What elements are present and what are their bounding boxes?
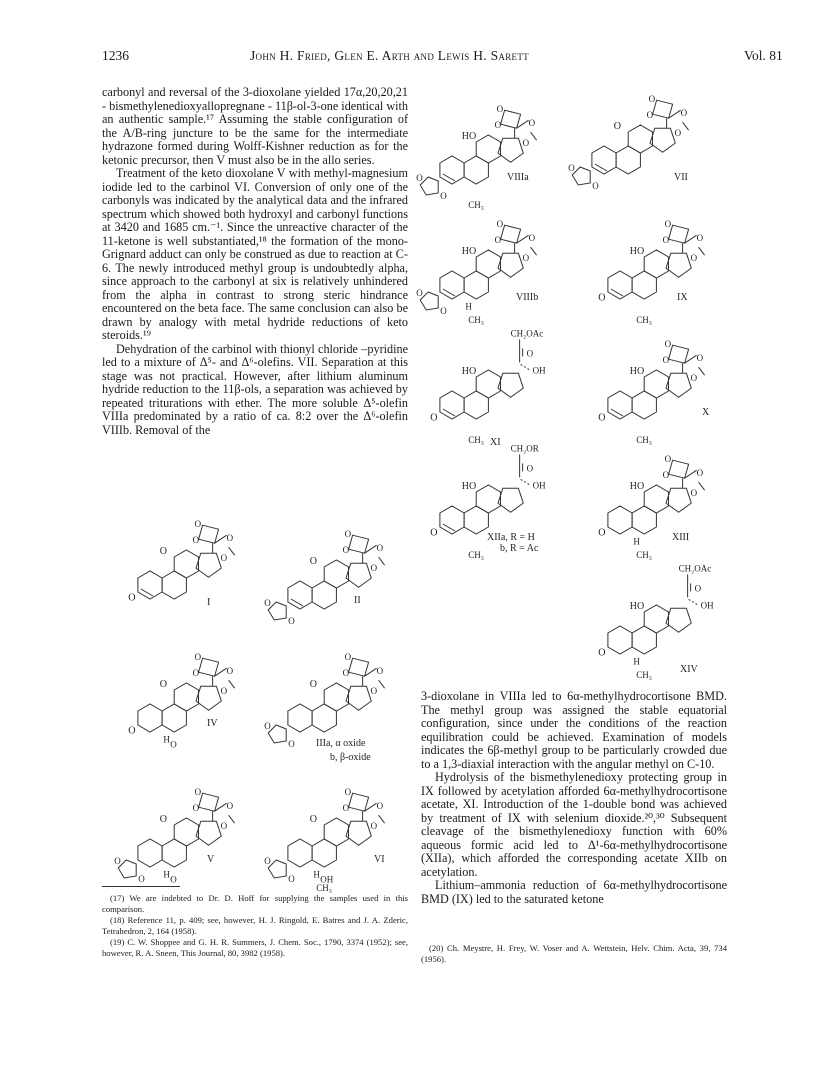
dioxolane-ring <box>420 292 438 310</box>
bmd-oxygen: O <box>376 801 384 812</box>
ring-c <box>476 135 500 163</box>
dioxolane-ring <box>572 167 590 185</box>
bmd-oxygen: O <box>376 666 384 677</box>
ring-c <box>324 560 348 588</box>
c6-substituent: O <box>170 739 177 750</box>
c11-substituent: HO <box>461 131 477 143</box>
ketal-oxygen: O <box>138 874 145 884</box>
c3-oxo: O <box>128 592 136 604</box>
ring-b <box>632 271 656 299</box>
c11-substituent: O <box>159 546 168 558</box>
bmd-oxygen: O <box>376 543 384 554</box>
compound-label: XIII <box>672 532 690 543</box>
bond <box>699 247 705 255</box>
bmd-oxygen: O <box>192 535 200 546</box>
c11-substituent: O <box>159 814 168 826</box>
c17-hydroxyl: OH <box>532 480 546 491</box>
methyl-label: CH₃ <box>468 199 484 210</box>
ring-d <box>196 686 221 710</box>
ketal-oxygen: O <box>114 856 121 866</box>
dioxane-ring <box>501 225 521 243</box>
c3-oxo: O <box>598 647 606 659</box>
bmd-oxygen: O <box>690 488 698 499</box>
ring-d <box>666 488 691 512</box>
ring-d <box>346 686 371 710</box>
bond <box>229 815 235 823</box>
compound-label: V <box>207 854 215 865</box>
bmd-oxygen: O <box>496 219 504 230</box>
bond <box>683 122 689 130</box>
dioxane-ring <box>349 535 369 553</box>
structure-X <box>598 339 710 445</box>
bmd-oxygen: O <box>194 519 202 530</box>
compound-label: VII <box>674 172 688 183</box>
structure-I <box>128 519 234 608</box>
hydrogen-label: H <box>163 734 170 745</box>
ring-c <box>174 818 198 846</box>
footnote: (17) We are indebted to Dr. D. Hoff for supplying the samples used in this comparison. <box>102 893 408 914</box>
structure-XIV <box>598 563 714 679</box>
ring-c <box>476 250 500 278</box>
footnote: (19) C. W. Shoppee and G. H. R. Summers, J. Chem. Soc., 1790, 3374 (1952); see, however, R. A. Sneen, This Journal, 80, 3982 (1958). <box>102 937 408 958</box>
dioxolane-ring <box>420 177 438 195</box>
ring-c <box>628 125 652 153</box>
compound-label: b, β-oxide <box>330 752 371 763</box>
bmd-oxygen: O <box>680 108 688 119</box>
ketal-oxygen: O <box>288 874 295 884</box>
dioxolane-ring <box>268 860 286 878</box>
c20-oxo: O <box>526 463 534 474</box>
c11-substituent: O <box>309 679 318 691</box>
bmd-oxygen: O <box>664 339 672 350</box>
paragraph: Treatment of the keto dioxolane V with methyl-magnesium iodide led to the carbinol VI. Conversion of only one of the carbonyls was indicated by the analytical data and the infrared spectrum which showed both hydroxyl and carbonyl functions at 3420 and 1685 cm.⁻¹. Since the unreactive character of the 11-ketone is well substantiated,¹⁸ the formation of the mono-Grignard adduct can only be construed as due to reaction at C-6. The newly introduced methyl group is undoubtedly alpha, since approach to the carbonyl at six is relatively unhindered from the alpha in contrast to strong steric hindrance encountered on the beta face. The same conclusion can also be drawn by analogy with metal hydride reductions of keto steroids.¹⁹ <box>102 166 408 342</box>
bmd-oxygen: O <box>342 545 350 556</box>
bmd-oxygen: O <box>690 373 698 384</box>
ring-b <box>464 156 488 184</box>
methyl-label: CH₃ <box>636 314 652 325</box>
bmd-oxygen: O <box>662 235 670 246</box>
bmd-oxygen: O <box>662 470 670 481</box>
ring-c <box>324 818 348 846</box>
bond <box>699 367 705 375</box>
dioxane-ring <box>199 525 219 543</box>
hydrogen-label: H <box>633 536 640 547</box>
c11-substituent: HO <box>629 481 645 493</box>
ketal-oxygen: O <box>288 616 295 626</box>
ring-b <box>616 146 640 174</box>
dioxane-ring <box>653 100 673 118</box>
structure-IV <box>128 652 234 749</box>
ring-c <box>644 250 668 278</box>
ketal-oxygen: O <box>264 856 271 866</box>
bmd-oxygen: O <box>522 138 530 149</box>
bmd-oxygen: O <box>194 652 202 663</box>
c6-substituent: OH <box>320 874 334 885</box>
paragraph: carbonyl and reversal of the 3-dioxolane yielded 17α,20,20,21 - bismethylenedioxyallopregnane - 11β-ol-3-one identical with an authentic sample.¹⁷ Assuming the stable configuration of the A/B-ring juncture to be the same for the intermediate hydrazone formed during Wolff-Kishner reduction as for the ketonic precursor, then V must also be in the allo series. <box>102 85 408 167</box>
volume-label: Vol. 81 <box>744 48 783 63</box>
c11-substituent: O <box>309 814 318 826</box>
c11-substituent: O <box>309 556 318 568</box>
c3-oxo: O <box>598 292 606 304</box>
bmd-oxygen: O <box>528 118 536 129</box>
c3-oxo: O <box>430 527 438 539</box>
paragraph: Lithium–ammonia reduction of 6α-methylhydrocortisone BMD (IX) led to the saturated ketone <box>421 878 727 906</box>
ring-b <box>464 506 488 534</box>
ring-d <box>498 253 523 277</box>
methyl-label: CH₃ <box>636 434 652 445</box>
ring-a <box>138 704 162 732</box>
bond <box>531 132 537 140</box>
c11-substituent: HO <box>629 366 645 378</box>
dioxane-ring <box>669 225 689 243</box>
structure-VII <box>568 94 688 191</box>
bond <box>521 479 531 485</box>
bmd-oxygen: O <box>192 803 200 814</box>
ring-b <box>464 391 488 419</box>
bmd-oxygen: O <box>646 110 654 121</box>
structure-IX <box>598 219 704 325</box>
bmd-oxygen: O <box>494 120 502 131</box>
ring-b <box>632 626 656 654</box>
bmd-oxygen: O <box>220 821 228 832</box>
dioxolane-ring <box>268 602 286 620</box>
footnote: (20) Ch. Meystre, H. Frey, W. Voser and A. Wettstein, Helv. Chim. Acta, 39, 734 (1956). <box>421 943 727 964</box>
c3-oxo: O <box>430 412 438 424</box>
ring-d <box>196 553 221 577</box>
ring-b <box>632 506 656 534</box>
compound-label: XIIa, R = H <box>487 532 535 543</box>
page-number: 1236 <box>102 48 129 63</box>
bond <box>699 482 705 490</box>
bond <box>689 599 699 605</box>
c6-substituent: O <box>170 874 177 885</box>
dioxane-ring <box>199 658 219 676</box>
ring-d <box>666 608 691 632</box>
c17-hydroxyl: OH <box>532 365 546 376</box>
ring-a <box>288 839 312 867</box>
compound-label: I <box>207 597 211 608</box>
bmd-oxygen: O <box>522 253 530 264</box>
hydrogen-label: H <box>465 301 472 312</box>
c11-substituent: HO <box>461 481 477 493</box>
side-chain-label: CH₂OAc <box>510 328 544 339</box>
bmd-oxygen: O <box>226 801 234 812</box>
bmd-oxygen: O <box>648 94 656 105</box>
dioxolane-ring <box>118 860 136 878</box>
bond <box>379 680 385 688</box>
ring-d <box>498 373 523 397</box>
ring-b <box>632 391 656 419</box>
bmd-oxygen: O <box>370 563 378 574</box>
bmd-oxygen: O <box>194 787 202 798</box>
compound-label: VIIIb <box>516 292 539 303</box>
ring-d <box>346 821 371 845</box>
ring-c <box>174 683 198 711</box>
side-chain-label: CH₂OR <box>510 443 539 454</box>
ring-a <box>608 506 632 534</box>
c20-oxo: O <box>694 583 702 594</box>
ketal-oxygen: O <box>592 181 599 191</box>
ring-d <box>498 488 523 512</box>
ketal-oxygen: O <box>288 739 295 749</box>
ring-d <box>196 821 221 845</box>
dioxolane-ring <box>268 725 286 743</box>
ring-d <box>346 563 371 587</box>
structure-VIIIb <box>416 219 538 325</box>
ketal-oxygen: O <box>440 191 447 201</box>
ring-c <box>174 550 198 578</box>
bmd-oxygen: O <box>220 553 228 564</box>
ring-d <box>650 128 675 152</box>
ring-d <box>666 373 691 397</box>
ring-c <box>324 683 348 711</box>
structure-III <box>264 652 384 763</box>
dioxane-ring <box>501 110 521 128</box>
dioxane-ring <box>199 793 219 811</box>
c11-substituent: HO <box>461 366 477 378</box>
c11-substituent: O <box>613 121 622 133</box>
c11-substituent: O <box>159 679 168 691</box>
c11-substituent: HO <box>629 601 645 613</box>
ring-d <box>498 138 523 162</box>
ketal-oxygen: O <box>440 306 447 316</box>
hydrogen-label: H <box>163 869 170 880</box>
ketal-oxygen: O <box>264 721 271 731</box>
bmd-oxygen: O <box>226 533 234 544</box>
ring-c <box>644 605 668 633</box>
ring-a <box>288 704 312 732</box>
structure-XII <box>430 443 546 559</box>
hydrogen-label: H <box>313 869 320 880</box>
compound-label: VI <box>374 854 385 865</box>
ring-b <box>312 839 336 867</box>
bmd-oxygen: O <box>528 233 536 244</box>
c3-oxo: O <box>598 412 606 424</box>
ring-c <box>644 485 668 513</box>
methyl-label: CH₃ <box>468 549 484 560</box>
bmd-oxygen: O <box>674 128 682 139</box>
bmd-oxygen: O <box>696 468 704 479</box>
compound-label: XI <box>490 437 501 448</box>
structure-XIII <box>598 454 704 560</box>
compound-label: II <box>354 595 361 606</box>
compound-label: IIIa, α oxide <box>316 738 366 749</box>
side-chain-label: CH₂OAc <box>678 563 712 574</box>
bmd-oxygen: O <box>226 666 234 677</box>
structure-XI <box>430 328 546 448</box>
dioxane-ring <box>349 658 369 676</box>
ring-c <box>644 370 668 398</box>
bmd-oxygen: O <box>344 529 352 540</box>
hydrogen-label: H <box>633 656 640 667</box>
methyl-label: CH₃ <box>468 314 484 325</box>
ring-b <box>162 839 186 867</box>
bmd-oxygen: O <box>370 686 378 697</box>
ring-b <box>162 704 186 732</box>
ketal-oxygen: O <box>416 173 423 183</box>
bmd-oxygen: O <box>494 235 502 246</box>
bond <box>229 547 235 555</box>
compound-label: b, R = Ac <box>500 543 539 554</box>
ring-a <box>608 626 632 654</box>
bmd-oxygen: O <box>690 253 698 264</box>
ketal-oxygen: O <box>568 163 575 173</box>
compound-label: X <box>702 407 710 418</box>
bmd-oxygen: O <box>344 652 352 663</box>
ring-b <box>312 704 336 732</box>
bmd-oxygen: O <box>344 787 352 798</box>
paragraph: 3-dioxolane in VIIIa led to 6α-methylhydrocortisone BMD. The methyl group was assigned the stable equatorial configuration, since under the conditions of the reaction equilibration could be achieved. Examination of models indicates the 6β-methyl group to be particularly crowded due to a 1,3-diaxial interaction with the angular methyl on C-10. <box>421 689 727 771</box>
ring-c <box>476 485 500 513</box>
ring-b <box>464 271 488 299</box>
bmd-oxygen: O <box>696 233 704 244</box>
bmd-oxygen: O <box>192 668 200 679</box>
compound-label: XIV <box>680 664 698 675</box>
bmd-oxygen: O <box>696 353 704 364</box>
c3-oxo: O <box>598 527 606 539</box>
bond <box>379 557 385 565</box>
ketal-oxygen: O <box>264 598 271 608</box>
ring-b <box>162 571 186 599</box>
paragraph: Hydrolysis of the bismethylenedioxy protecting group in IX followed by acetylation afforded 6α-methylhydrocortisone acetate, XI. Introduction of the 1-double bond was achieved by treatment of IX with selenium dioxide.²⁰,³⁰ Subsequent cleavage of the bismethylenedioxy function with 60% aqueous formic acid led to Δ¹-6α-methylhydrocortisone (XIIa), which afforded the corresponding acetate XIIb on acetylation. <box>421 770 727 879</box>
c17-hydroxyl: OH <box>700 600 714 611</box>
methyl-label: CH₃ <box>316 882 332 893</box>
methyl-label: CH₃ <box>636 669 652 680</box>
bond <box>379 815 385 823</box>
bond <box>531 247 537 255</box>
c11-substituent: HO <box>461 246 477 258</box>
bmd-oxygen: O <box>342 668 350 679</box>
c20-oxo: O <box>526 348 534 359</box>
methyl-label: CH₃ <box>468 434 484 445</box>
c3-oxo: O <box>128 725 136 737</box>
bmd-oxygen: O <box>342 803 350 814</box>
bmd-oxygen: O <box>220 686 228 697</box>
ring-a <box>138 839 162 867</box>
ring-c <box>476 370 500 398</box>
running-title: John H. Fried, Glen E. Arth and Lewis H. Sarett <box>250 48 529 63</box>
paragraph: Dehydration of the carbinol with thionyl chloride –pyridine led to a mixture of Δ⁵- and Δ⁶-olefins. VII. Separation at this stage was not practical. However, after lithium aluminum hydride reduction to the 11β-ols, a separation was achieved by repeated triturations with ether. The more soluble Δ⁵-olefin VIIIa predominated by a ratio of ca. 8:2 over the Δ⁶-olefin VIIIb. Removal of the <box>102 341 408 437</box>
bmd-oxygen: O <box>664 219 672 230</box>
ring-d <box>666 253 691 277</box>
compound-label: IV <box>207 718 218 729</box>
structure-II <box>264 529 384 626</box>
structure-VI <box>264 787 384 893</box>
bond <box>521 364 531 370</box>
compound-label: VIIIa <box>507 172 529 183</box>
methyl-label: CH₃ <box>636 549 652 560</box>
structure-VIIIa <box>416 104 536 210</box>
bmd-oxygen: O <box>662 355 670 366</box>
ketal-oxygen: O <box>416 288 423 298</box>
dioxane-ring <box>349 793 369 811</box>
dioxane-ring <box>669 345 689 363</box>
c11-substituent: HO <box>629 246 645 258</box>
structure-V <box>114 787 234 884</box>
bond <box>229 680 235 688</box>
dioxane-ring <box>669 460 689 478</box>
compound-label: IX <box>677 292 688 303</box>
bmd-oxygen: O <box>664 454 672 465</box>
footnote: (18) Reference 11, p. 409; see, however, H. J. Ringold, E. Batres and J. A. Zderic, Tetrahedron, 2, 164 (1958). <box>102 915 408 936</box>
ring-b <box>312 581 336 609</box>
bmd-oxygen: O <box>496 104 504 115</box>
bmd-oxygen: O <box>370 821 378 832</box>
